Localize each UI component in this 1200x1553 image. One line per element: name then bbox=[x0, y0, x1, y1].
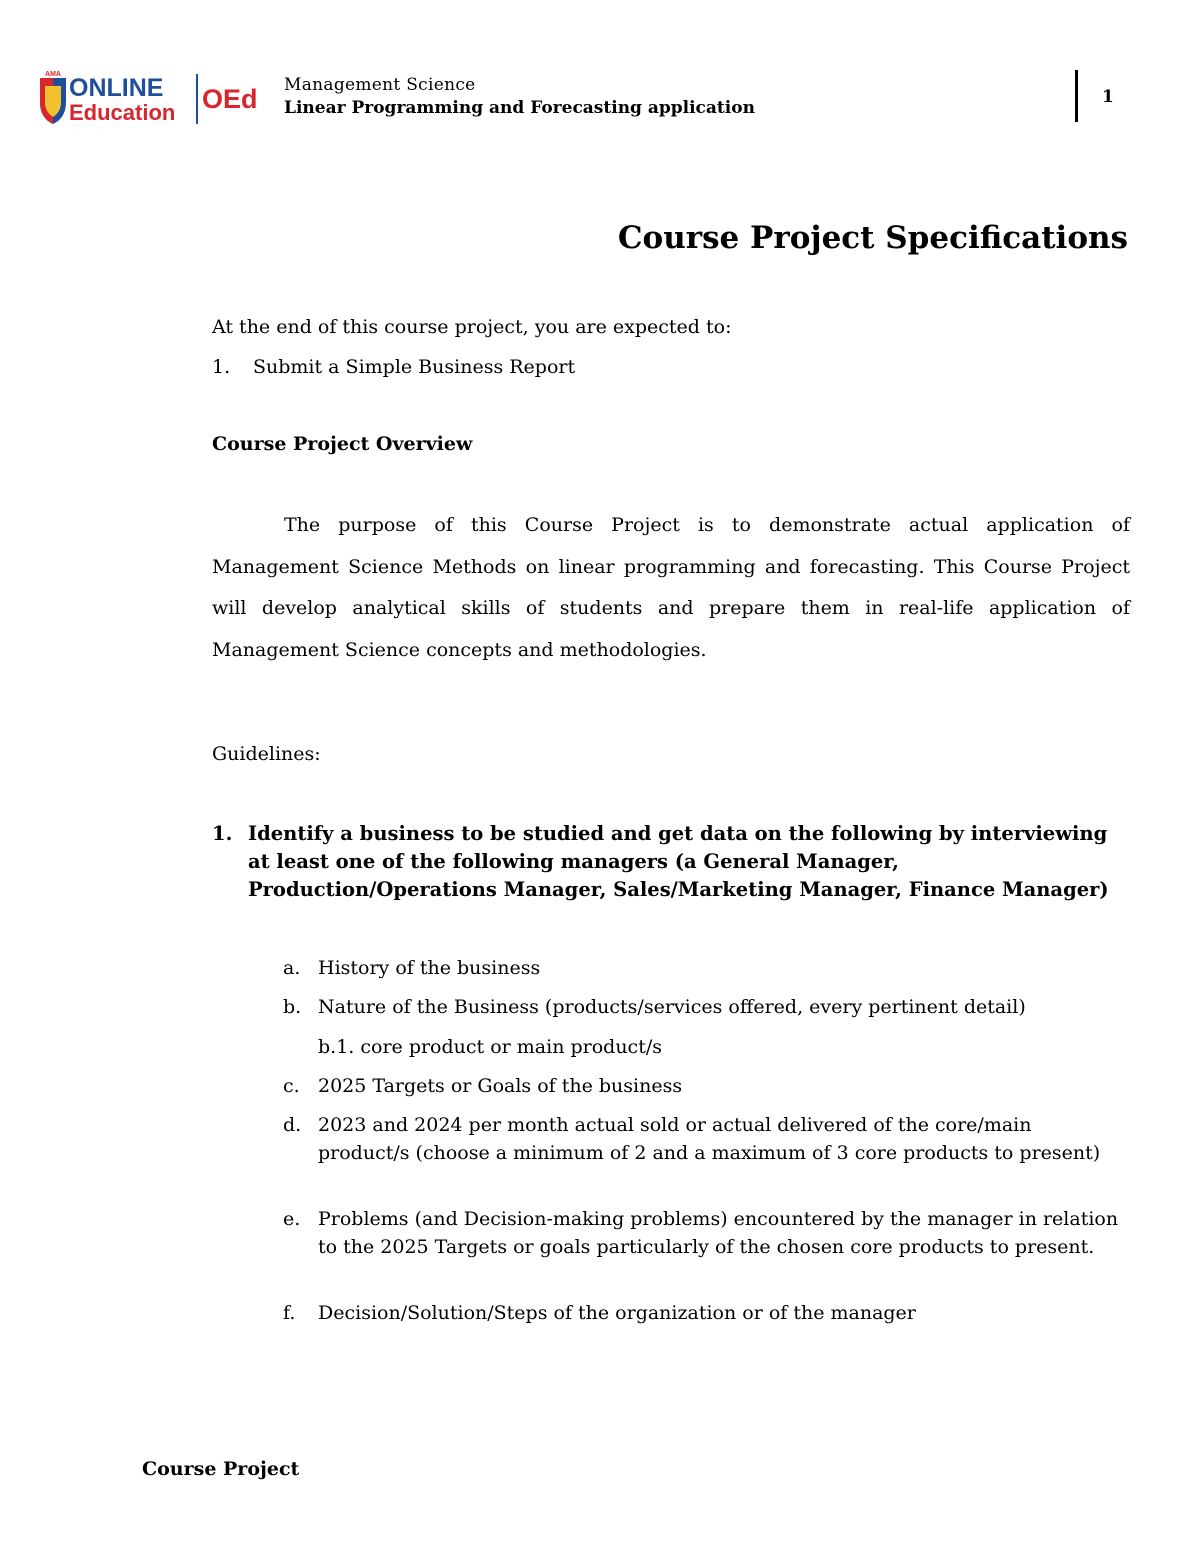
list-item-letter: b. bbox=[283, 996, 302, 1018]
list-item-letter: e. bbox=[283, 1208, 301, 1230]
overview-paragraph: The purpose of this Course Project is to demonstrate actual application of Management Science Methods on linear programming and forecasting. This Course Project will develop analytical skills of students and prepare them in real-life application of Management Science concepts and methodologies. bbox=[212, 514, 1130, 661]
guidelines-label: Guidelines: bbox=[212, 743, 321, 765]
page-number: 1 bbox=[1102, 87, 1114, 107]
page-title: Course Project Specifications bbox=[617, 220, 1128, 256]
list-subitem: b.1. core product or main product/s bbox=[318, 1036, 662, 1058]
oed-logo bbox=[36, 68, 272, 128]
logo-oed: OEd bbox=[202, 84, 258, 114]
list-item-letter: c. bbox=[283, 1075, 300, 1097]
intro-item-number: 1. bbox=[212, 356, 231, 378]
list-item-letter: d. bbox=[283, 1114, 302, 1136]
list-item-letter: f. bbox=[283, 1302, 296, 1324]
list-item: 2023 and 2024 per month actual sold or actual delivered of the core/main product/s (choose a minimum of 2 and a maximum of 3 core products to present) bbox=[318, 1114, 1101, 1164]
list-item: Problems (and Decision-making problems) encountered by the manager in relation to the 2025 Targets or goals particularly of the chosen core products to present. bbox=[318, 1208, 1119, 1258]
guideline-number: 1. bbox=[212, 822, 233, 845]
shield-text: AMA bbox=[45, 71, 61, 78]
header-subject: Management Science bbox=[284, 75, 476, 95]
list-item-letter: a. bbox=[283, 957, 301, 979]
list-item: History of the business bbox=[318, 957, 541, 979]
logo-education: Education bbox=[69, 100, 176, 125]
intro-item: Submit a Simple Business Report bbox=[253, 356, 576, 378]
list-item: 2025 Targets or Goals of the business bbox=[318, 1075, 683, 1097]
overview-heading: Course Project Overview bbox=[212, 433, 473, 455]
shield-icon bbox=[40, 71, 66, 124]
list-item: Decision/Solution/Steps of the organization or of the manager bbox=[318, 1302, 916, 1324]
logo-online: ONLINE bbox=[69, 74, 164, 102]
intro-text: At the end of this course project, you are expected to: bbox=[212, 316, 732, 338]
list-item: Nature of the Business (products/services offered, every pertinent detail) bbox=[318, 996, 1026, 1018]
footer-label: Course Project bbox=[142, 1458, 300, 1480]
guideline-text: Identify a business to be studied and get data on the following by interviewing at least one of the following managers (a General Manager, Production/Operations Manager, Sales/Marketing Manager, Finance Manager) bbox=[248, 822, 1109, 901]
header-title: Linear Programming and Forecasting application bbox=[284, 98, 755, 118]
header-divider bbox=[1075, 70, 1078, 122]
